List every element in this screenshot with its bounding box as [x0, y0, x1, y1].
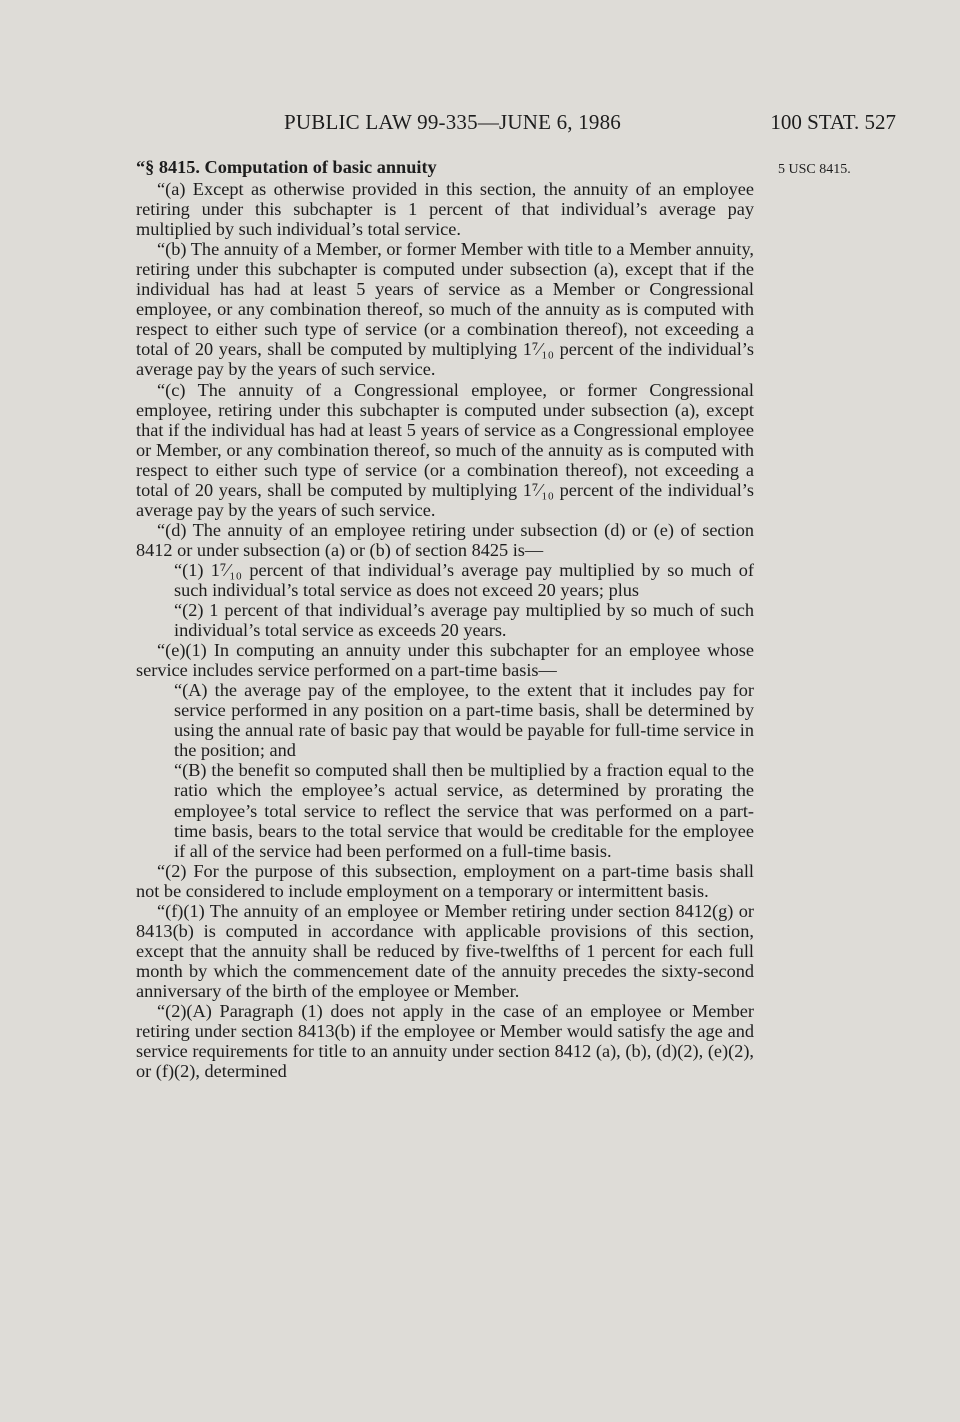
- subsection-e1-item-b: “(B) the benefit so computed shall then be multiplied by a fraction equal to the ratio which the employee’s actual service, as determined by prorating the employee’s total service to reflect the service that was performed on a part-time basis, bears to the total service that would be creditable for the employee if all of the service had been performed on a full-time basis.: [174, 760, 754, 861]
- subsection-d: “(d) The annuity of an employee retiring under subsection (d) or (e) of section 8412 or under subsection (a) or (b) of section 8425 is—: [136, 519, 754, 560]
- subsection-a: “(a) Except as otherwise provided in this section, the annuity of an employee retiring under this subchapter is 1 percent of that individual’s average pay multiplied by such individual’s total service.: [136, 179, 754, 240]
- statute-page-number: 100 STAT. 527: [770, 110, 896, 134]
- subsection-f1: “(f)(1) The annuity of an employee or Member retiring under section 8412(g) or 8413(b) is computed in accordance with applicable provisions of this section, except that the annuity shall be reduced by five-twelfths of 1 percent for each full month by which the commencement date of the annuity precedes the sixty-second anniversary of the birth of the employee or Member.: [136, 900, 754, 1001]
- subsection-d-item-1: “(1) 1⁷⁄₁₀ percent of that individual’s average pay multiplied by so much of such individual’s total service as does not exceed 20 years; plus: [174, 559, 754, 600]
- section-heading: “§ 8415. Computation of basic annuity: [136, 157, 437, 177]
- subsection-b: “(b) The annuity of a Member, or former Member with title to a Member annuity, retiring under this subchapter is computed under subsection (a), except that if the individual has had at least 5 years of service as a Member or Congressional employee, or any combination thereof, so much of the annuity as is computed with respect to either such type of service (or a combination thereof), not exceeding a total of 20 years, shall be computed by multiplying 1⁷⁄₁₀ percent of the individual’s average pay by the years of such service.: [136, 239, 754, 380]
- running-head-title: PUBLIC LAW 99-335—JUNE 6, 1986: [284, 110, 622, 134]
- subsection-e1: “(e)(1) In computing an annuity under this subchapter for an employee whose service includes service performed on a part-time basis—: [136, 640, 754, 681]
- subsection-c: “(c) The annuity of a Congressional employee, or former Congressional employee, retiring under this subchapter is computed under subsection (a), except that if the individual has had at least 5 years of service as a Congressional employee or Member, or any combination thereof, so much of the annuity as is computed with respect to either such type of service (or a combination thereof), not exceeding a total of 20 years, shall be computed by multiplying 1⁷⁄₁₀ percent of the individual’s average pay by the years of such service.: [136, 379, 754, 520]
- section-body: [136, 157, 754, 1081]
- usc-citation-note: 5 USC 8415.: [778, 162, 851, 177]
- subsection-e1-item-a: “(A) the average pay of the employee, to the extent that it includes pay for service performed in any position on a part-time basis, shall be determined by using the annual rate of basic pay that would be payable for full-time service in the position; and: [174, 680, 754, 761]
- page-header: [136, 110, 896, 140]
- subsection-d-item-2: “(2) 1 percent of that individual’s average pay multiplied by so much of such individual’s total service as exceeds 20 years.: [174, 600, 754, 641]
- subsection-f2a: “(2)(A) Paragraph (1) does not apply in the case of an employee or Member retiring under section 8413(b) if the employee or Member would satisfy the age and service requirements for title to an annuity under section 8412 (a), (b), (d)(2), (e)(2), or (f)(2), determined: [136, 1000, 754, 1082]
- subsection-e2: “(2) For the purpose of this subsection, employment on a part-time basis shall not be considered to include employment on a temporary or intermittent basis.: [136, 860, 754, 901]
